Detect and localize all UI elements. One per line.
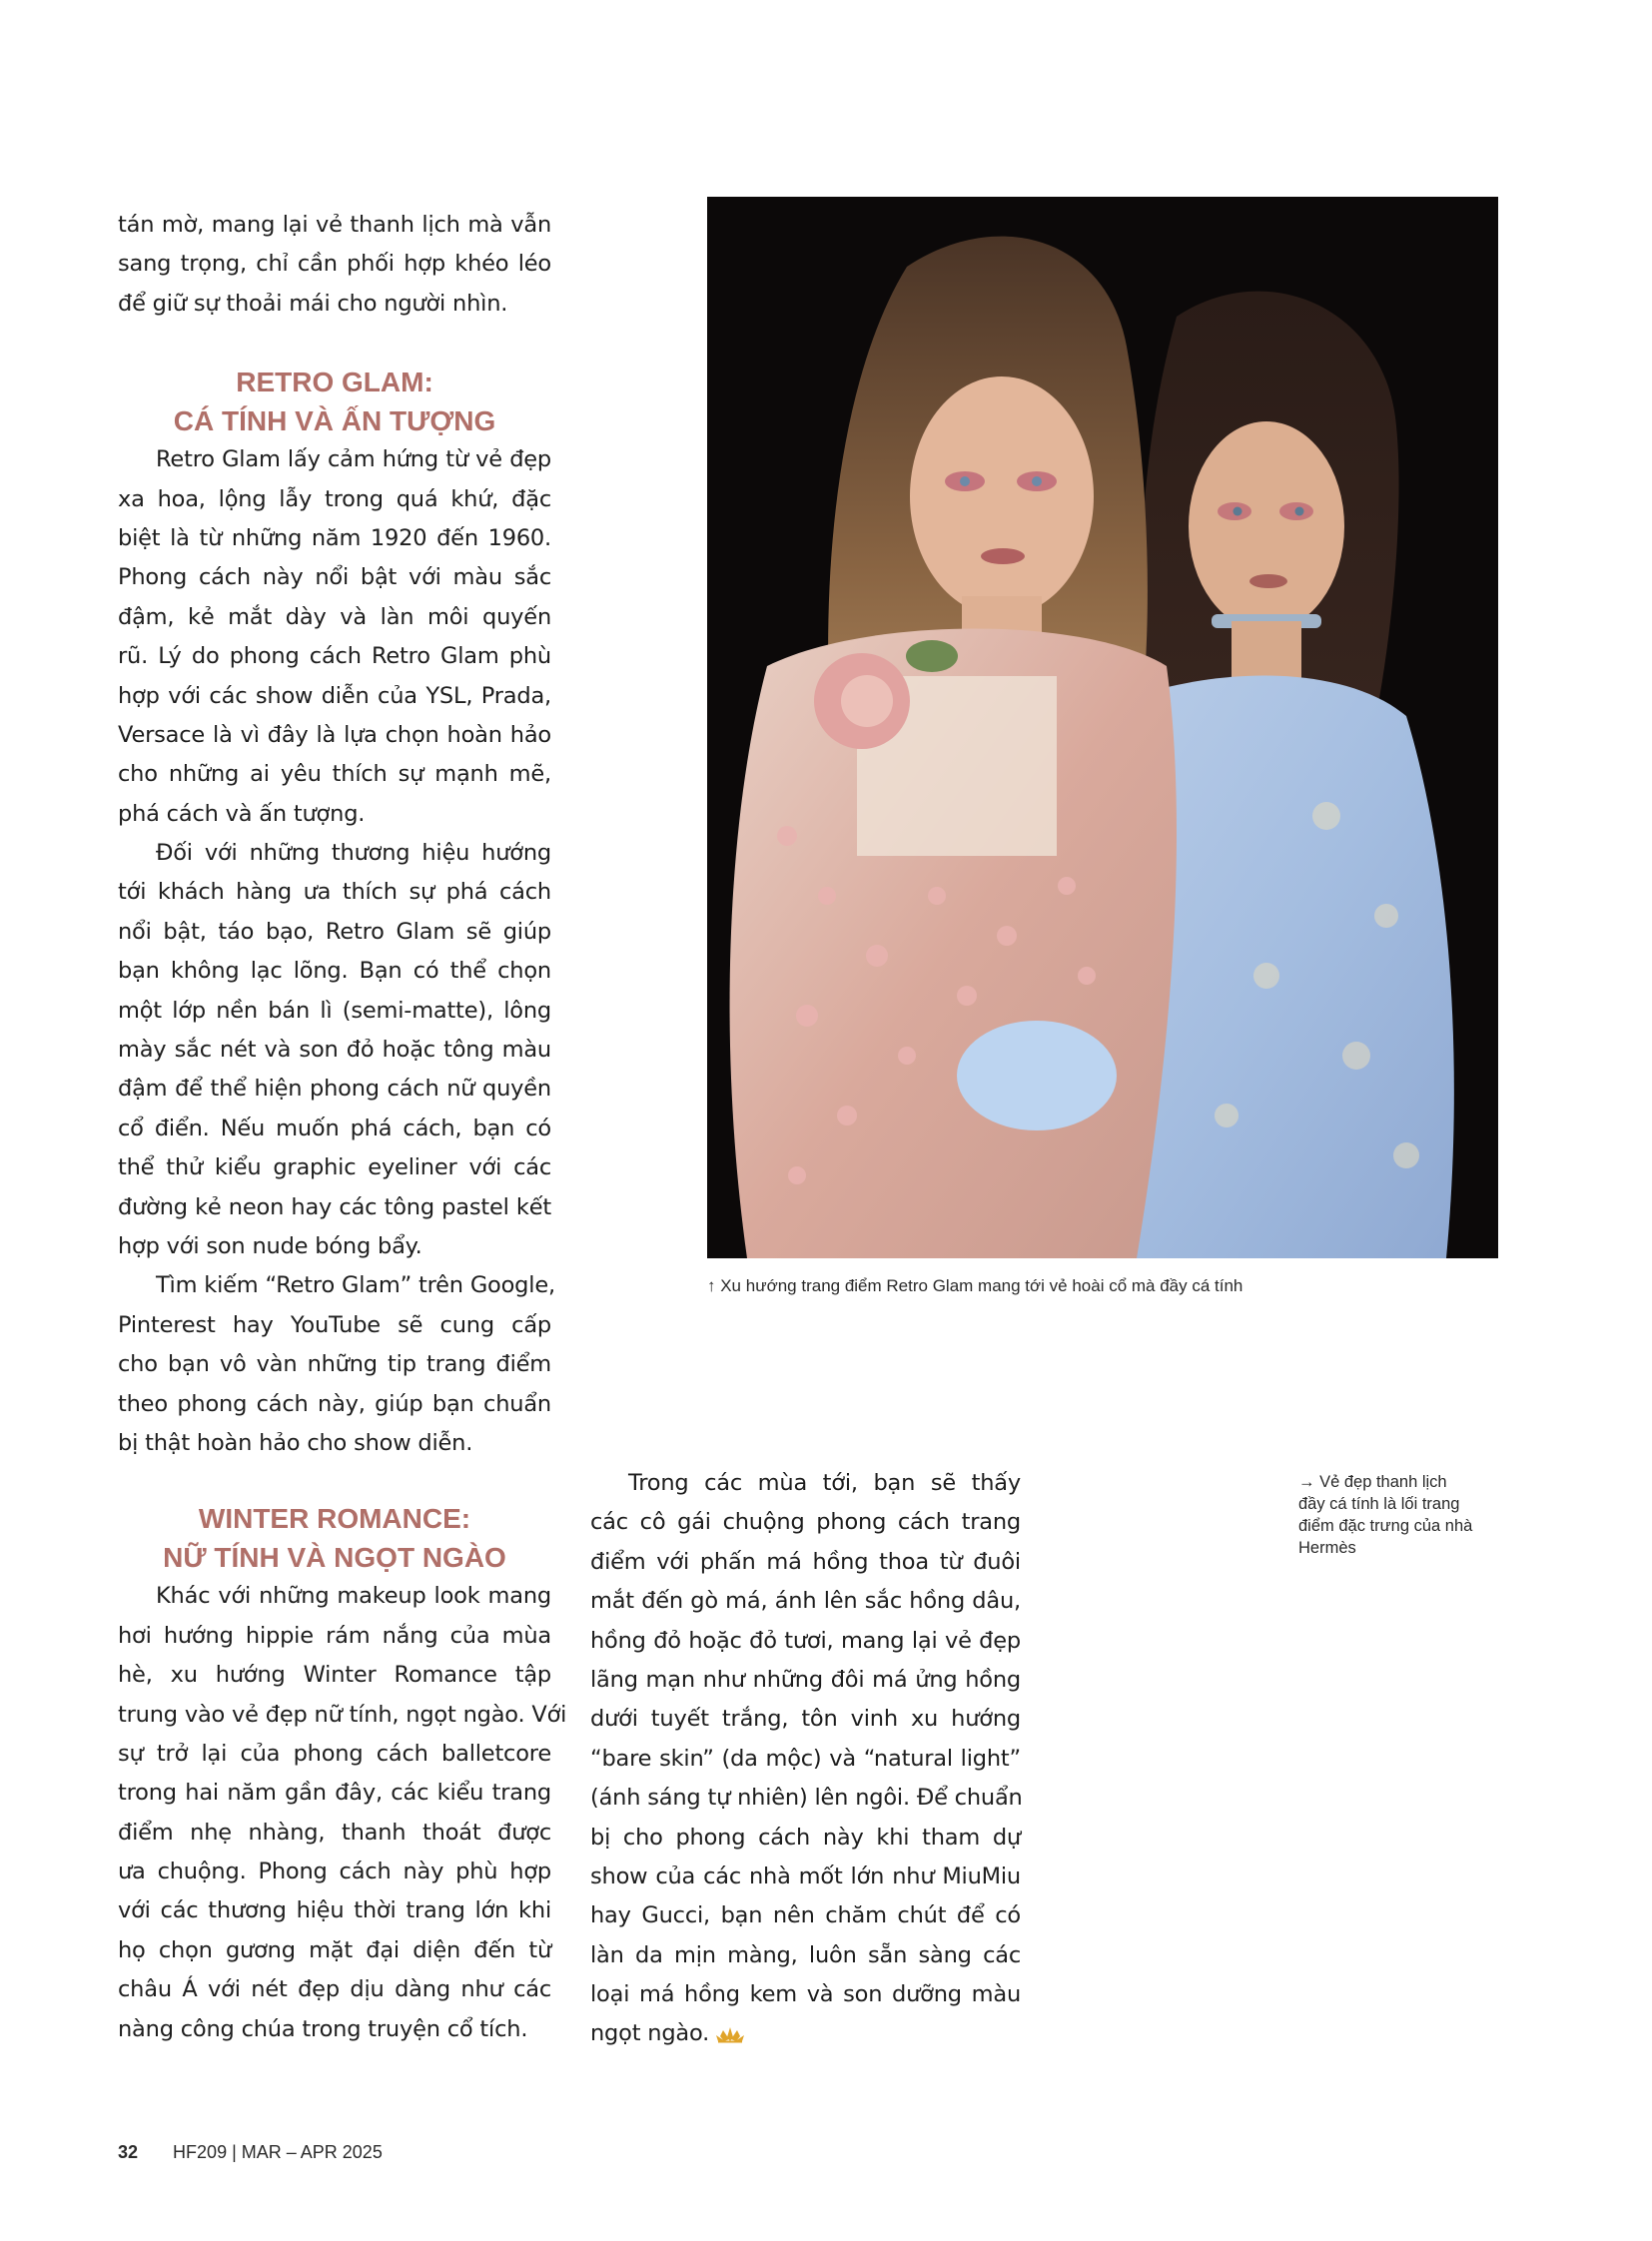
text-line xyxy=(118,1306,551,1345)
text-line xyxy=(118,1070,551,1109)
text-line xyxy=(590,2014,1021,2053)
text-line-content: châu Á với nét đẹp dịu dàng như các xyxy=(118,1976,551,2003)
text-line xyxy=(118,1424,551,1463)
text-line xyxy=(118,952,551,991)
paragraph xyxy=(118,1266,555,1463)
text-line-content: thể thử kiểu graphic eyeliner với các xyxy=(118,1154,551,1181)
issue-info: HF209 | MAR – APR 2025 xyxy=(173,2142,383,2162)
text-line: sang trọng, chỉ cần phối hợp khéo léo xyxy=(118,251,551,278)
section-heading-retro-glam xyxy=(118,364,551,440)
text-line-content: (ánh sáng tự nhiên) lên ngôi. Để chuẩn xyxy=(590,1785,1023,1812)
section-heading-winter-romance xyxy=(118,1500,551,1577)
text-line-content: họ chọn gương mặt đại diện đến từ xyxy=(118,1936,551,1963)
paragraph xyxy=(118,1577,567,2049)
text-line xyxy=(118,480,551,519)
text-line xyxy=(590,1503,1021,1542)
text-line xyxy=(118,1656,551,1695)
text-line xyxy=(118,1696,567,1735)
text-line xyxy=(118,1891,551,1930)
text-line-content: đậm để thể hiện phong cách nữ quyền xyxy=(118,1076,551,1103)
paragraph xyxy=(118,440,551,834)
text-line xyxy=(118,992,551,1031)
text-line-content: hơi hướng hippie rám nắng của mùa xyxy=(118,1622,551,1649)
text-line xyxy=(118,1188,551,1227)
text-line-content: biệt là từ những năm 1920 đến 1960. xyxy=(118,524,551,551)
text-line xyxy=(590,1582,1021,1621)
text-line xyxy=(590,1896,1021,1935)
text-line-content: cho những ai yêu thích sự mạnh mẽ, xyxy=(118,761,551,788)
text-line xyxy=(118,873,551,912)
left-column xyxy=(118,206,567,2049)
photo-retro-glam-models xyxy=(707,197,1498,1258)
text-line-content: với các thương hiệu thời trang lớn khi xyxy=(118,1897,551,1924)
text-line xyxy=(590,1779,1021,1818)
heading-line: CÁ TÍNH VÀ ẤN TƯỢNG xyxy=(173,404,496,436)
text-line-content: các cô gái chuộng phong cách trang xyxy=(590,1509,1021,1536)
text-line xyxy=(118,1617,551,1656)
text-line-content: phá cách và ấn tượng. xyxy=(118,800,366,827)
text-line xyxy=(118,2010,551,2049)
text-line xyxy=(118,519,551,558)
text-line-content: Tìm kiếm “Retro Glam” trên Google, xyxy=(156,1272,555,1299)
text-line-content: điểm nhẹ nhàng, thanh thoát được xyxy=(118,1819,551,1846)
intro-paragraph xyxy=(118,206,551,324)
text-line-content: mày sắc nét và son đỏ hoặc tông màu xyxy=(118,1037,551,1064)
text-line xyxy=(118,834,551,873)
text-line xyxy=(590,1819,1021,1858)
heading-line: WINTER ROMANCE: xyxy=(198,1503,471,1535)
text-line xyxy=(118,558,551,597)
text-line-content: Phong cách này nổi bật với màu sắc xyxy=(118,564,551,591)
text-line-content: Versace là vì đây là lựa chọn hoàn hảo xyxy=(118,721,551,748)
text-line-content: đậm, kẻ mắt dày và làn môi quyến xyxy=(118,603,551,630)
text-line xyxy=(118,1577,551,1616)
text-line xyxy=(118,1031,551,1070)
photo-caption: ↑ Xu hướng trang điểm Retro Glam mang tới vẻ hoài cổ mà đầy cá tính xyxy=(707,1276,1243,1295)
text-line xyxy=(590,1936,1021,1975)
heading-line: NỮ TÍNH VÀ NGỌT NGÀO xyxy=(163,1541,506,1573)
text-line xyxy=(118,637,551,676)
text-line xyxy=(118,1853,551,1891)
text-line-content: điểm với phấn má hồng thoa từ đuôi xyxy=(590,1548,1021,1575)
text-line-content: đường kẻ neon hay các tông pastel kết xyxy=(118,1193,551,1220)
text-line xyxy=(590,1975,1021,2014)
text-line-content: sự trở lại của phong cách balletcore xyxy=(118,1740,551,1767)
text-line-content: cho bạn vô vàn những tip trang điểm xyxy=(118,1351,551,1378)
text-line-content: nàng công chúa trong truyện cổ tích. xyxy=(118,2015,528,2042)
text-line: tán mờ, mang lại vẻ thanh lịch mà vẫn xyxy=(118,212,551,238)
page-footer xyxy=(118,2142,383,2163)
text-line xyxy=(118,1735,551,1774)
text-line xyxy=(118,1814,551,1853)
text-line-content: Trong các mùa tới, bạn sẽ thấy xyxy=(628,1470,1021,1496)
text-line-content: lãng mạn như những đôi má ửng hồng xyxy=(590,1666,1021,1693)
text-line-content: một lớp nền bán lì (semi-matte), lông xyxy=(118,997,551,1024)
text-line xyxy=(118,795,551,834)
text-line xyxy=(118,716,551,755)
lotus-icon xyxy=(715,2025,745,2043)
text-line-content: Khác với những makeup look mang xyxy=(156,1583,551,1610)
text-line-content: dưới tuyết trắng, tôn vinh xu hướng xyxy=(590,1706,1021,1733)
paragraph xyxy=(118,834,551,1266)
text-line-content: bị cho phong cách này khi tham dự xyxy=(590,1824,1021,1851)
text-line xyxy=(118,755,551,794)
text-line xyxy=(590,1740,1021,1779)
photo-illustration xyxy=(707,197,1498,1258)
text-line-content: hợp với son nude bóng bẩy. xyxy=(118,1232,422,1259)
side-caption-line: đầy cá tính là lối trang xyxy=(1298,1495,1460,1513)
text-line xyxy=(118,913,551,952)
text-line xyxy=(590,1543,1021,1582)
text-line-content: loại má hồng kem và son dưỡng màu xyxy=(590,1981,1021,2008)
heading-line: RETRO GLAM: xyxy=(236,367,433,398)
text-line-content: Pinterest hay YouTube sẽ cung cấp xyxy=(118,1311,551,1338)
text-line-content: tới khách hàng ưa thích sự phá cách xyxy=(118,879,551,906)
text-line-content: trung vào vẻ đẹp nữ tính, ngọt ngào. Với xyxy=(118,1701,567,1728)
text-line-content: nổi bật, táo bạo, Retro Glam sẽ giúp xyxy=(118,918,551,945)
text-line xyxy=(590,1622,1021,1661)
text-line xyxy=(590,1700,1021,1739)
text-line-content: bị thật hoàn hảo cho show diễn. xyxy=(118,1429,473,1456)
text-line-content: rũ. Lý do phong cách Retro Glam phù xyxy=(118,643,551,670)
text-line xyxy=(118,1110,551,1148)
text-line-content: theo phong cách này, giúp bạn chuẩn xyxy=(118,1390,551,1417)
middle-column xyxy=(590,1464,1021,2054)
text-line: để giữ sự thoải mái cho người nhìn. xyxy=(118,290,508,317)
text-line xyxy=(118,1148,551,1187)
text-line-content: Retro Glam lấy cảm hứng từ vẻ đẹp xyxy=(156,446,551,473)
page-number: 32 xyxy=(118,2142,139,2162)
text-line xyxy=(118,1385,551,1424)
text-line xyxy=(118,1774,551,1813)
side-caption-line: Hermès xyxy=(1298,1539,1356,1557)
text-line-content: “bare skin” (da mộc) và “natural light” xyxy=(590,1745,1021,1772)
paragraph xyxy=(590,1464,1021,2054)
text-line-content: ưa chuộng. Phong cách này phù hợp xyxy=(118,1859,551,1885)
text-line xyxy=(118,598,551,637)
text-line xyxy=(590,1858,1021,1896)
text-line-content: hè, xu hướng Winter Romance tập xyxy=(118,1662,551,1689)
text-line xyxy=(590,1464,1021,1503)
text-line xyxy=(118,440,551,479)
text-line-content: làn da mịn màng, luôn sẵn sàng các xyxy=(590,1941,1021,1968)
text-line xyxy=(118,1227,551,1266)
text-line-content: xa hoa, lộng lẫy trong quá khứ, đặc xyxy=(118,485,551,512)
text-line xyxy=(590,1661,1021,1700)
text-line-content: mắt đến gò má, ánh lên sắc hồng dâu, xyxy=(590,1588,1021,1615)
text-line-content: hợp với các show diễn của YSL, Prada, xyxy=(118,682,551,709)
text-line xyxy=(118,1931,551,1970)
side-caption-line: điểm đặc trưng của nhà xyxy=(1298,1517,1473,1535)
text-line xyxy=(118,1970,551,2009)
side-caption xyxy=(1298,1471,1498,1559)
text-line-content: show của các nhà mốt lớn như MiuMiu xyxy=(590,1863,1021,1889)
text-line-content: hồng đỏ hoặc đỏ tươi, mang lại vẻ đẹp xyxy=(590,1627,1021,1654)
text-line xyxy=(118,677,551,716)
text-line-content: ngọt ngào. xyxy=(590,2020,710,2047)
text-line-content: Đối với những thương hiệu hướng xyxy=(156,840,551,867)
text-line-content: trong hai năm gần đây, các kiểu trang xyxy=(118,1780,551,1807)
text-line-content: cổ điển. Nếu muốn phá cách, bạn có xyxy=(118,1115,551,1141)
text-line xyxy=(118,1345,551,1384)
text-line-content: bạn không lạc lõng. Bạn có thể chọn xyxy=(118,958,551,985)
text-line xyxy=(118,1266,555,1305)
side-caption-line: → Vẻ đẹp thanh lịch xyxy=(1298,1473,1447,1491)
text-line-content: hay Gucci, bạn nên chăm chút để có xyxy=(590,1902,1021,1929)
